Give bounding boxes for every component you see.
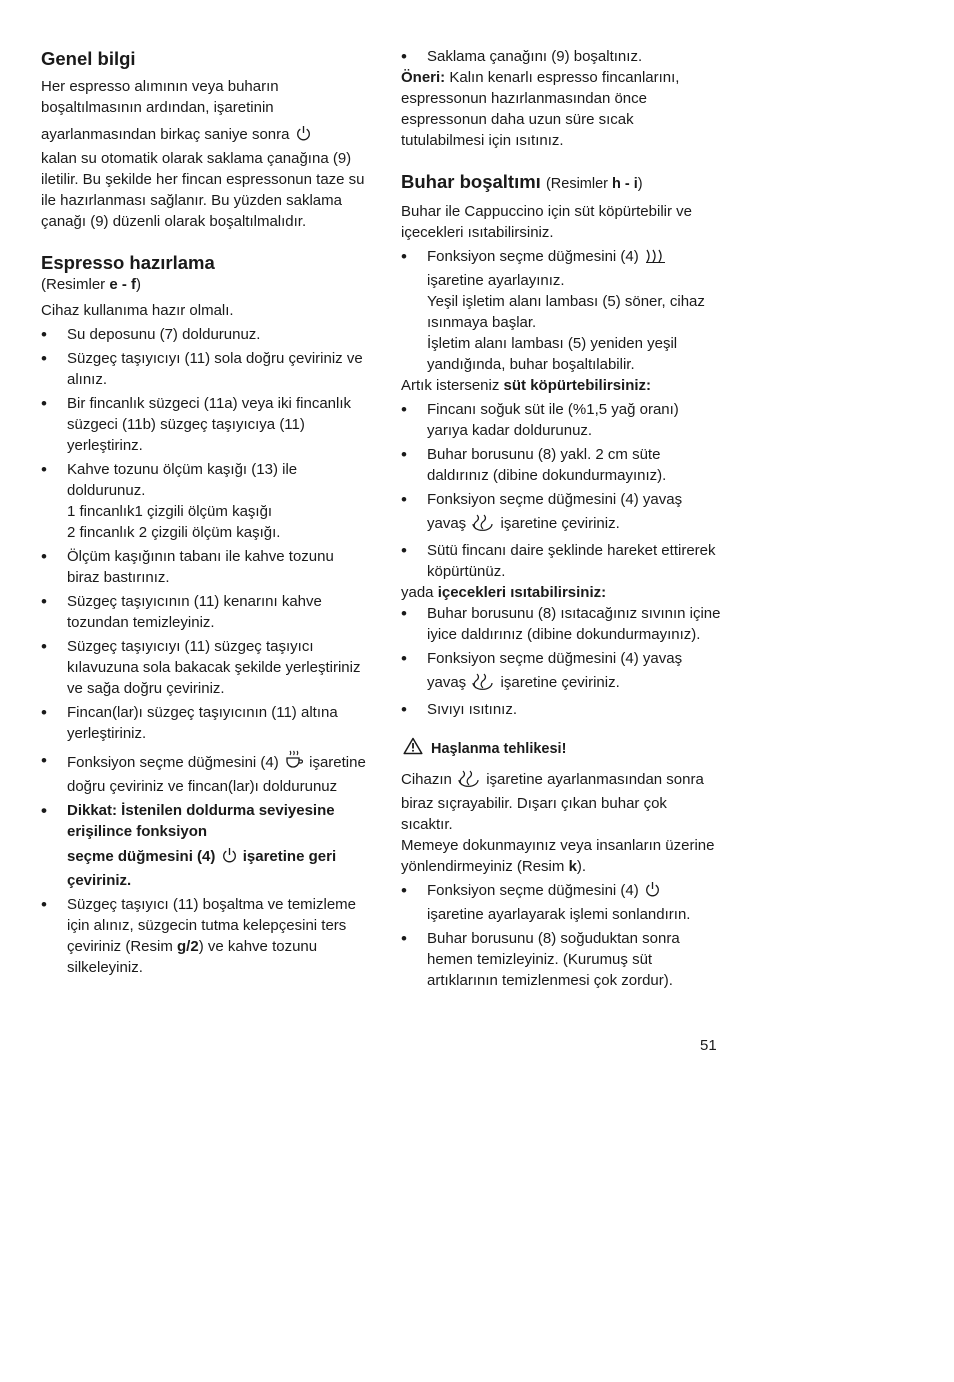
list-item: • Sütü fincanı daire şeklinde hareket ettirerek köpürtünüz.	[401, 540, 721, 582]
buhar-steps	[401, 246, 721, 375]
buhar-intro: Buhar ile Cappuccino için süt köpürtebilir ve içecekleri ısıtabilirsiniz.	[401, 203, 692, 241]
warning-text-1: Cihazın işaretine ayarlanmasından sonra biraz sıçrayabilir. Dışarı çıkan buhar çok sıcaktır.	[401, 771, 704, 833]
oneri-text: Öneri: Kalın kenarlı espresso fincanlarını, espressonun hazırlanmasından önce espressonun daha uzun süre sıcak tutulabilmesi için ısıtınız.	[401, 69, 680, 149]
steam-icon	[645, 248, 667, 270]
list-item: • Buhar borusunu (8) soğuduktan sonra hemen temizleyiniz. (Kurumuş süt artıklarının temizlenmesi çok zordur).	[401, 928, 721, 991]
power-icon	[222, 847, 237, 870]
artik-text: Artık isterseniz süt köpürtebilirsiniz:	[401, 377, 652, 394]
list-item: • Buhar borusunu (8) yakl. 2 cm süte daldırınız (dibine dokundurmayınız).	[401, 444, 721, 486]
right-top-list	[401, 46, 721, 67]
espresso-intro: Cihaz kullanıma hazır olmalı.	[41, 302, 234, 319]
genel-text-2-label: ayarlanmasından birkaç saniye sonra	[41, 126, 290, 143]
list-item: • Fonksiyon seçme düğmesini (4) yavaş yavaş işaretine çeviriniz.	[401, 648, 721, 696]
list-item: • Sıvıyı ısıtınız.	[401, 699, 721, 720]
sut-steps	[401, 399, 721, 582]
espresso-steps	[41, 324, 366, 978]
section-title-buhar: Buhar boşaltımı (Resimler h - i)	[401, 171, 643, 192]
espresso-cup-icon	[285, 750, 303, 776]
slow-steam-icon	[472, 514, 494, 537]
list-item: • Bir fincanlık süzgeci (11a) veya iki fincanlık süzgeci (11b) süzgeç taşıyıcıya (11) yerleştirinz.	[41, 393, 366, 456]
list-item: • Süzgeç taşıyıcının (11) kenarını kahve tozundan temizleyiniz.	[41, 591, 366, 633]
power-icon	[645, 881, 660, 904]
list-item: • Süzgeç taşıyıcıyı (11) süzgeç taşıyıcı kılavuzuna sola bakacak şekilde yerleştiriniz ve sağa doğru çeviriniz.	[41, 636, 366, 699]
list-item: • Fincanı soğuk süt ile (%1,5 yağ oranı) yarıya kadar doldurunuz.	[401, 399, 721, 441]
list-item: • Fonksiyon seçme düğmesini (4) yavaş yavaş işaretine çeviriniz.	[401, 489, 721, 537]
right-column	[401, 46, 721, 994]
isitma-steps	[401, 603, 721, 720]
list-item: • Süzgeç taşıyıcıyı (11) sola doğru çeviriniz ve alınız.	[41, 348, 366, 390]
list-item: • Saklama çanağını (9) boşaltınız.	[401, 46, 721, 67]
end-steps	[401, 880, 721, 991]
yada-text: yada içecekleri ısıtabilirsiniz:	[401, 584, 607, 601]
warning-triangle-icon	[403, 737, 423, 762]
genel-text-1: Her espresso alımının veya buharın boşaltılmasının ardından, işaretinin	[41, 78, 279, 116]
left-column	[41, 46, 366, 981]
list-item: • Su deposunu (7) doldurunuz.	[41, 324, 366, 345]
list-item: • Fonksiyon seçme düğmesini (4) işaretine ayarlayınız. Yeşil işletim alanı lambası (5) söner, cihaz ısınmaya başlar. İşletim alanı lambası (5) yeniden yeşil yandığında, buhar boşaltılabilir.	[401, 246, 721, 375]
page-number: 51	[700, 1037, 717, 1054]
list-item: • Fincan(lar)ı süzgeç taşıyıcının (11) altına yerleştiriniz.	[41, 702, 366, 744]
slow-steam-icon	[472, 673, 494, 696]
genel-text-2	[41, 124, 366, 148]
espresso-ref: (Resimler e - f)	[41, 276, 142, 293]
list-item: • Ölçüm kaşığının tabanı ile kahve tozunu biraz bastırınız.	[41, 546, 366, 588]
slow-steam-icon	[458, 770, 480, 793]
warning-heading: Haşlanma tehlikesi!	[401, 737, 721, 762]
warning-text-2: Memeye dokunmayınız veya insanların üzerine yönlendirmeyiniz (Resim k).	[401, 837, 715, 875]
list-item: • Buhar borusunu (8) ısıtacağınız sıvının içine iyice daldırınız (dibine dokundurmayınız).	[401, 603, 721, 645]
list-item: • Dikkat: İstenilen doldurma seviyesine erişilince fonksiyon seçme düğmesini (4) işaretine geri çeviriniz.	[41, 800, 366, 891]
list-item: • Süzgeç taşıyıcı (11) boşaltma ve temizleme için alınız, süzgecin tutma kelepçesini ters çeviriniz (Resim g/2) ve kahve tozunu silkeleyiniz.	[41, 894, 366, 978]
section-title-genel-bilgi: Genel bilgi	[41, 48, 136, 69]
section-title-espresso: Espresso hazırlama	[41, 252, 215, 273]
list-item: • Fonksiyon seçme düğmesini (4) işaretine doğru çeviriniz ve fincan(lar)ı doldurunuz	[41, 750, 366, 797]
genel-text-3: kalan su otomatik olarak saklama çanağına (9) iletilir. Bu şekilde her fincan espressonun taze su ile hazırlanması sağlanır. Bu yüzden saklama çanağı (9) düzenli olarak boşaltılmalıdır.	[41, 150, 365, 230]
list-item: • Fonksiyon seçme düğmesini (4) işaretine ayarlayarak işlemi sonlandırın.	[401, 880, 721, 925]
power-icon	[296, 125, 311, 148]
list-item: • Kahve tozunu ölçüm kaşığı (13) ile doldurunuz. 1 fincanlık1 çizgili ölçüm kaşığı 2 fincanlık 2 çizgili ölçüm kaşığı.	[41, 459, 366, 543]
